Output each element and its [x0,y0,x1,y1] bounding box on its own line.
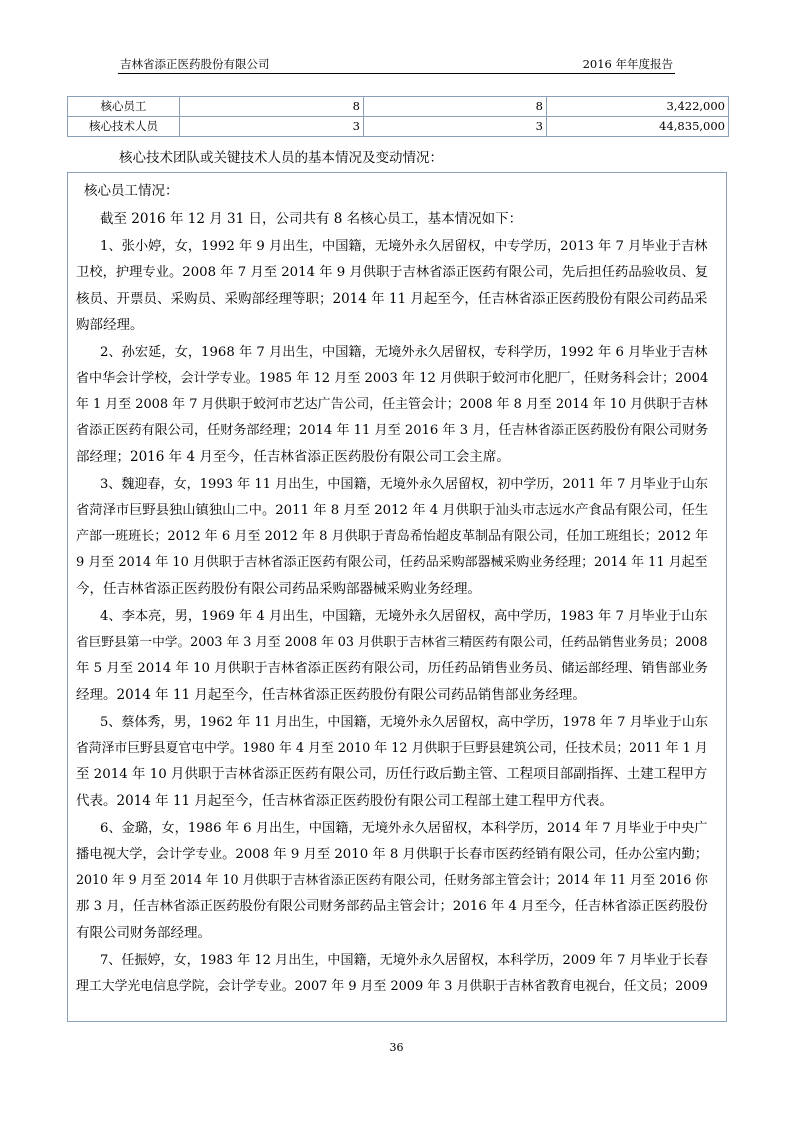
row-label: 核心技术人员 [68,117,180,137]
text-line: 代表。2014 年 11 月起至今，任吉林省添正医药股份有限公司工程部土建工程甲方代表。 [76,793,613,809]
text-line: 部经理；2016 年 4 月至今，任吉林省添正医药股份有限公司工会主席。 [76,449,510,465]
table-row [68,97,729,117]
table-cell: 44,835,000 [547,117,729,137]
text-line: 6、金璐，女，1986 年 6 月出生，中国籍，无境外永久居留权，本科学历，2014 年 7 月毕业于中央广 [100,821,708,836]
box-heading: 核心员工情况： [84,183,179,199]
text-line: 产部一班班长；2012 年 6 月至 2012 年 8 月供职于青岛希怡超皮革制品有限公司，任加工班组长；2012 年 [76,529,709,544]
core-staff-table [67,96,729,137]
text-line: 7、任振婷，女，1983 年 12 月出生，中国籍，无境外永久居留权，本科学历，2009 年 7 月毕业于长春 [100,953,708,968]
text-line: 理工大学光电信息学院，会计学专业。2007 年 9 月至 2009 年 3 月供职于吉林省教育电视台，任文员；2009 [76,979,708,994]
core-staff-description-box [67,172,727,1022]
text-line: 2010 年 9 月至 2014 年 10 月供职于吉林省添正医药有限公司，任财务部主管会计；2014 年 11 月至 2016 你 [76,872,708,887]
text-line: 卫校，护理专业。2008 年 7 月至 2014 年 9 月供职于吉林省添正医药有限公司，先后担任药品验收员、复 [76,265,709,280]
text-line: 省菏泽市巨野县独山镇独山二中。2011 年 8 月至 2012 年 4 月供职于汕头市志远水产食品有限公司，任生 [76,503,709,518]
table-cell: 8 [364,97,547,117]
text-line: 经理。2014 年 11 月起至今，任吉林省添正医药股份有限公司药品销售部业务经理。 [76,687,586,703]
report-title: 2016 年年度报告 [582,57,673,71]
table-cell: 3 [180,117,364,137]
text-line: 今，任吉林省添正医药股份有限公司药品采购部器械采购业务经理。 [76,581,481,597]
table-cell: 3,422,000 [547,97,729,117]
text-line: 核员、开票员、采购员、采购部经理等职；2014 年 11 月起至今，任吉林省添正医药股份有限公司药品采 [76,291,708,307]
text-line: 9 月至 2014 年 10 月供职于吉林省添正医药有限公司，任药品采购部器械采购业务经理；2014 年 11 月起至 [76,555,708,570]
text-line: 截至 2016 年 12 月 31 日，公司共有 8 名核心员工，基本情况如下： [100,211,523,227]
text-line: 4、李本亮，男，1969 年 4 月出生，中国籍，无境外永久居留权，高中学历，1983 年 7 月毕业于山东 [100,609,708,624]
text-line: 5、蔡体秀，男，1962 年 11 月出生，中国籍，无境外永久居留权，高中学历，1978 年 7 月毕业于山东 [100,715,708,730]
header-divider [118,73,675,74]
section-intro: 核心技术团队或关键技术人员的基本情况及变动情况： [119,150,443,166]
text-line: 有限公司财务部经理。 [76,925,211,941]
text-line: 那 3 月，任吉林省添正医药股份有限公司财务部药品主管会计；2016 年 4 月至今，任吉林省添正医药股份 [76,899,708,914]
text-line: 2、孙宏延，女，1968 年 7 月出生，中国籍，无境外永久居留权，专科学历，1992 年 6 月毕业于吉林 [100,345,708,360]
text-line: 年 1 月至 2008 年 7 月供职于蛟河市艺达广告公司，任主管会计；2008 年 8 月至 2014 年 10 月供职于吉林 [76,397,708,412]
text-line: 省添正医药有限公司，任财务部经理；2014 年 11 月至 2016 年 3 月，任吉林省添正医药股份有限公司财务 [76,423,709,438]
text-line: 省巨野县第一中学。2003 年 3 月至 2008 年 03 月供职于吉林省三精医药有限公司，任药品销售业务员；2008 [76,634,708,649]
text-line: 省菏泽市巨野县夏官屯中学。1980 年 4 月至 2010 年 12 月供职于巨野县建筑公司，任技术员；2011 年 1 月 [76,741,708,756]
text-line: 至 2014 年 10 月供职于吉林省添正医药有限公司，历任行政后勤主管、工程项目部副指挥、土建工程甲方 [76,767,708,782]
text-line: 播电视大学，会计学专业。2008 年 9 月至 2010 年 8 月供职于长春市医药经销有限公司，任办公室内勤； [76,847,709,862]
company-name: 吉林省添正医药股份有限公司 [120,57,270,71]
table-row [68,117,729,137]
row-label: 核心员工 [68,97,180,117]
text-line: 年 5 月至 2014 年 10 月供职于吉林省添正医药有限公司，历任药品销售业务员、储运部经理、销售部业务 [76,661,708,676]
page-number: 36 [389,1041,404,1054]
text-line: 3、魏迎春，女，1993 年 11 月出生，中国籍，无境外永久居留权，初中学历，2011 年 7 月毕业于山东 [100,477,708,492]
text-line: 购部经理。 [76,317,144,333]
text-line: 省中华会计学校，会计学专业。1985 年 12 月至 2003 年 12 月供职于蛟河市化肥厂，任财务科会计；2004 [76,371,709,386]
table-cell: 8 [180,97,364,117]
table-cell: 3 [364,117,547,137]
text-line: 1、张小婷，女，1992 年 9 月出生，中国籍，无境外永久居留权，中专学历，2013 年 7 月毕业于吉林 [100,239,708,254]
